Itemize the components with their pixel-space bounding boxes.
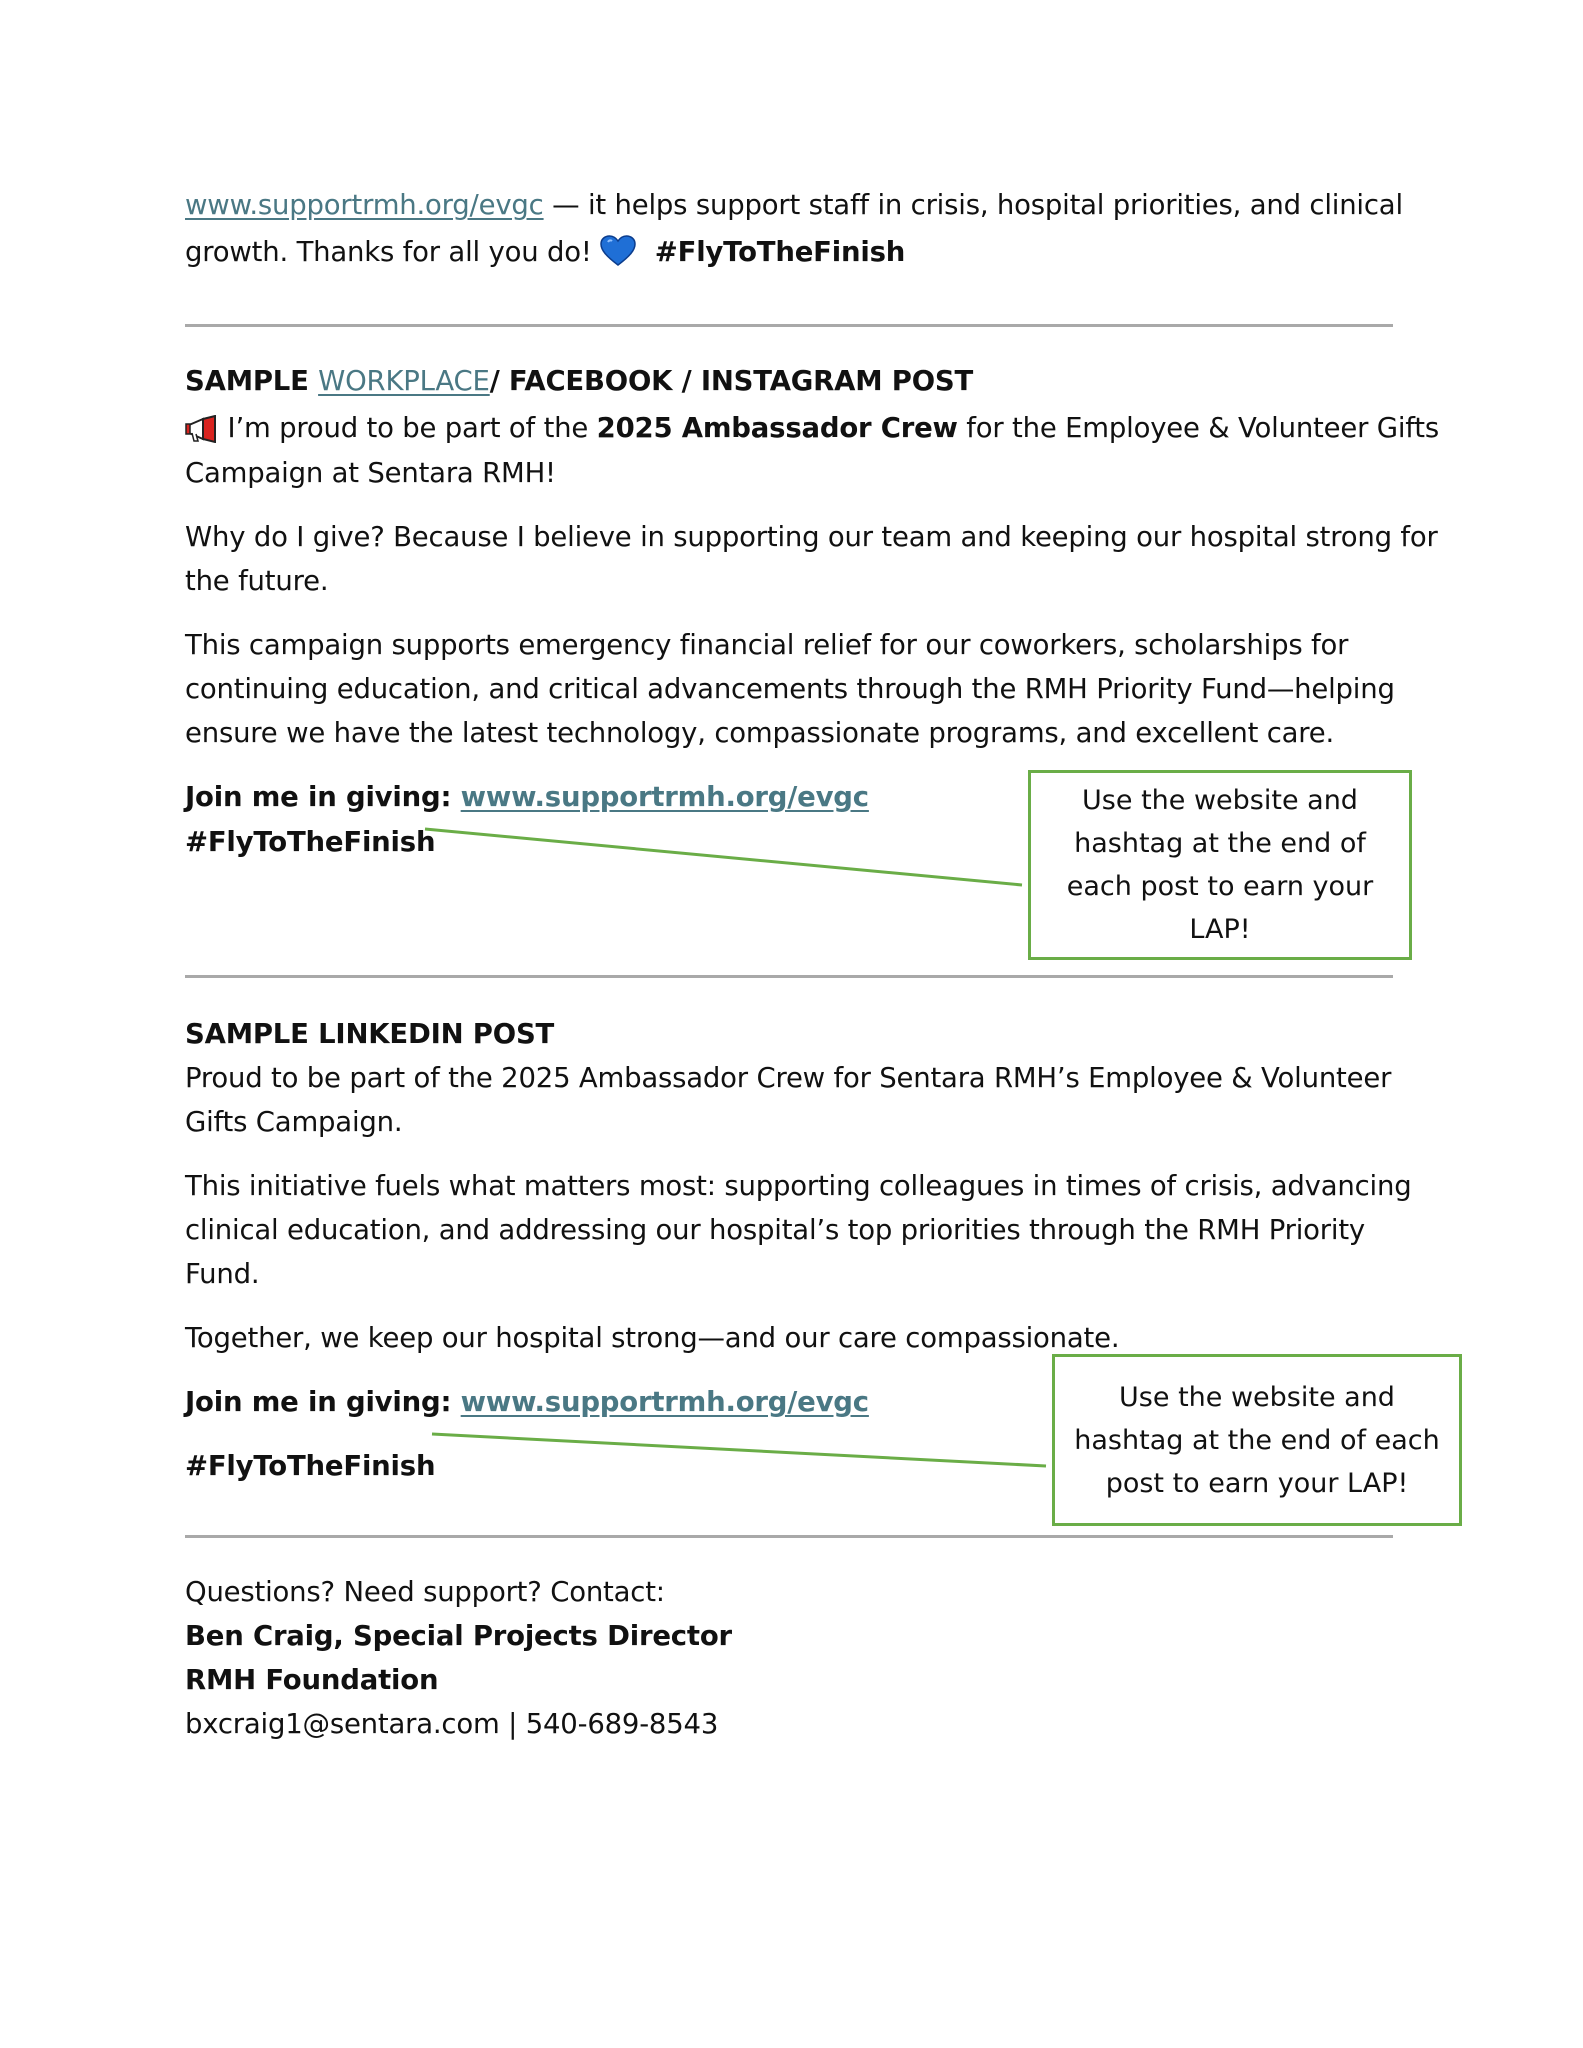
- section1-callout: Use the website and hashtag at the end of each post to earn your LAP!: [1028, 770, 1412, 960]
- section2-join-link[interactable]: www.supportrmh.org/evgc: [460, 1386, 869, 1418]
- section2-callout: Use the website and hashtag at the end of each post to earn your LAP!: [1052, 1354, 1462, 1526]
- section2-heading: SAMPLE LINKEDIN POST: [185, 1018, 555, 1050]
- section1-p3-line1: This campaign supports emergency financial relief for our coworkers, scholarships for: [185, 629, 1349, 661]
- section1-p2-line1: Why do I give? Because I believe in supporting our team and keeping our hospital strong for: [185, 521, 1438, 553]
- section1-hashtag: #FlyToTheFinish: [185, 826, 436, 858]
- section2-join: Join me in giving: www.supportrmh.org/evgc: [185, 1386, 869, 1418]
- intro-hashtag: #FlyToTheFinish: [654, 236, 906, 268]
- intro-link[interactable]: www.supportrmh.org/evgc: [185, 189, 544, 221]
- contact-intro: Questions? Need support? Contact:: [185, 1576, 665, 1608]
- section2-hashtag: #FlyToTheFinish: [185, 1450, 436, 1482]
- section1-p1-line1: I’m proud to be part of the 2025 Ambassador Crew for the Employee & Volunteer Gifts: [185, 406, 1395, 456]
- contact-org: RMH Foundation: [185, 1664, 439, 1696]
- section2-p1-line2: Gifts Campaign.: [185, 1106, 403, 1138]
- section1-p3-line3: ensure we have the latest technology, compassionate programs, and excellent care.: [185, 717, 1335, 749]
- section2-p1-line1: Proud to be part of the 2025 Ambassador Crew for Sentara RMH’s Employee & Volunteer: [185, 1062, 1392, 1094]
- workplace-link[interactable]: WORKPLACE: [318, 365, 490, 397]
- section1-connector-line: [425, 829, 1022, 885]
- section2-p2-line2: clinical education, and addressing our hospital’s top priorities through the RMH Priority: [185, 1214, 1365, 1246]
- section2-p2-line1: This initiative fuels what matters most: supporting colleagues in times of crisis, advancing: [185, 1170, 1412, 1202]
- contact-name-title: Ben Craig, Special Projects Director: [185, 1620, 732, 1652]
- contact-email-phone: bxcraig1@sentara.com | 540-689-8543: [185, 1708, 719, 1740]
- intro-line-1: www.supportrmh.org/evgc — it helps support staff in crisis, hospital priorities, and clinical: [185, 189, 1403, 221]
- section2-p2-line3: Fund.: [185, 1258, 260, 1290]
- section1-p3-line2: continuing education, and critical advancements through the RMH Priority Fund—helping: [185, 673, 1395, 705]
- intro-line-2: growth. Thanks for all you do! #FlyToTheFinish: [185, 230, 1395, 280]
- section1-heading: SAMPLE WORKPLACE/ FACEBOOK / INSTAGRAM POST: [185, 365, 974, 397]
- section2-connector-line: [432, 1434, 1046, 1466]
- section1-join: Join me in giving: www.supportrmh.org/evgc: [185, 781, 869, 813]
- section1-p2-line2: the future.: [185, 565, 329, 597]
- section1-join-link[interactable]: www.supportrmh.org/evgc: [460, 781, 869, 813]
- section1-p1-line2: Campaign at Sentara RMH!: [185, 457, 556, 489]
- section2-p3: Together, we keep our hospital strong—and our care compassionate.: [185, 1322, 1120, 1354]
